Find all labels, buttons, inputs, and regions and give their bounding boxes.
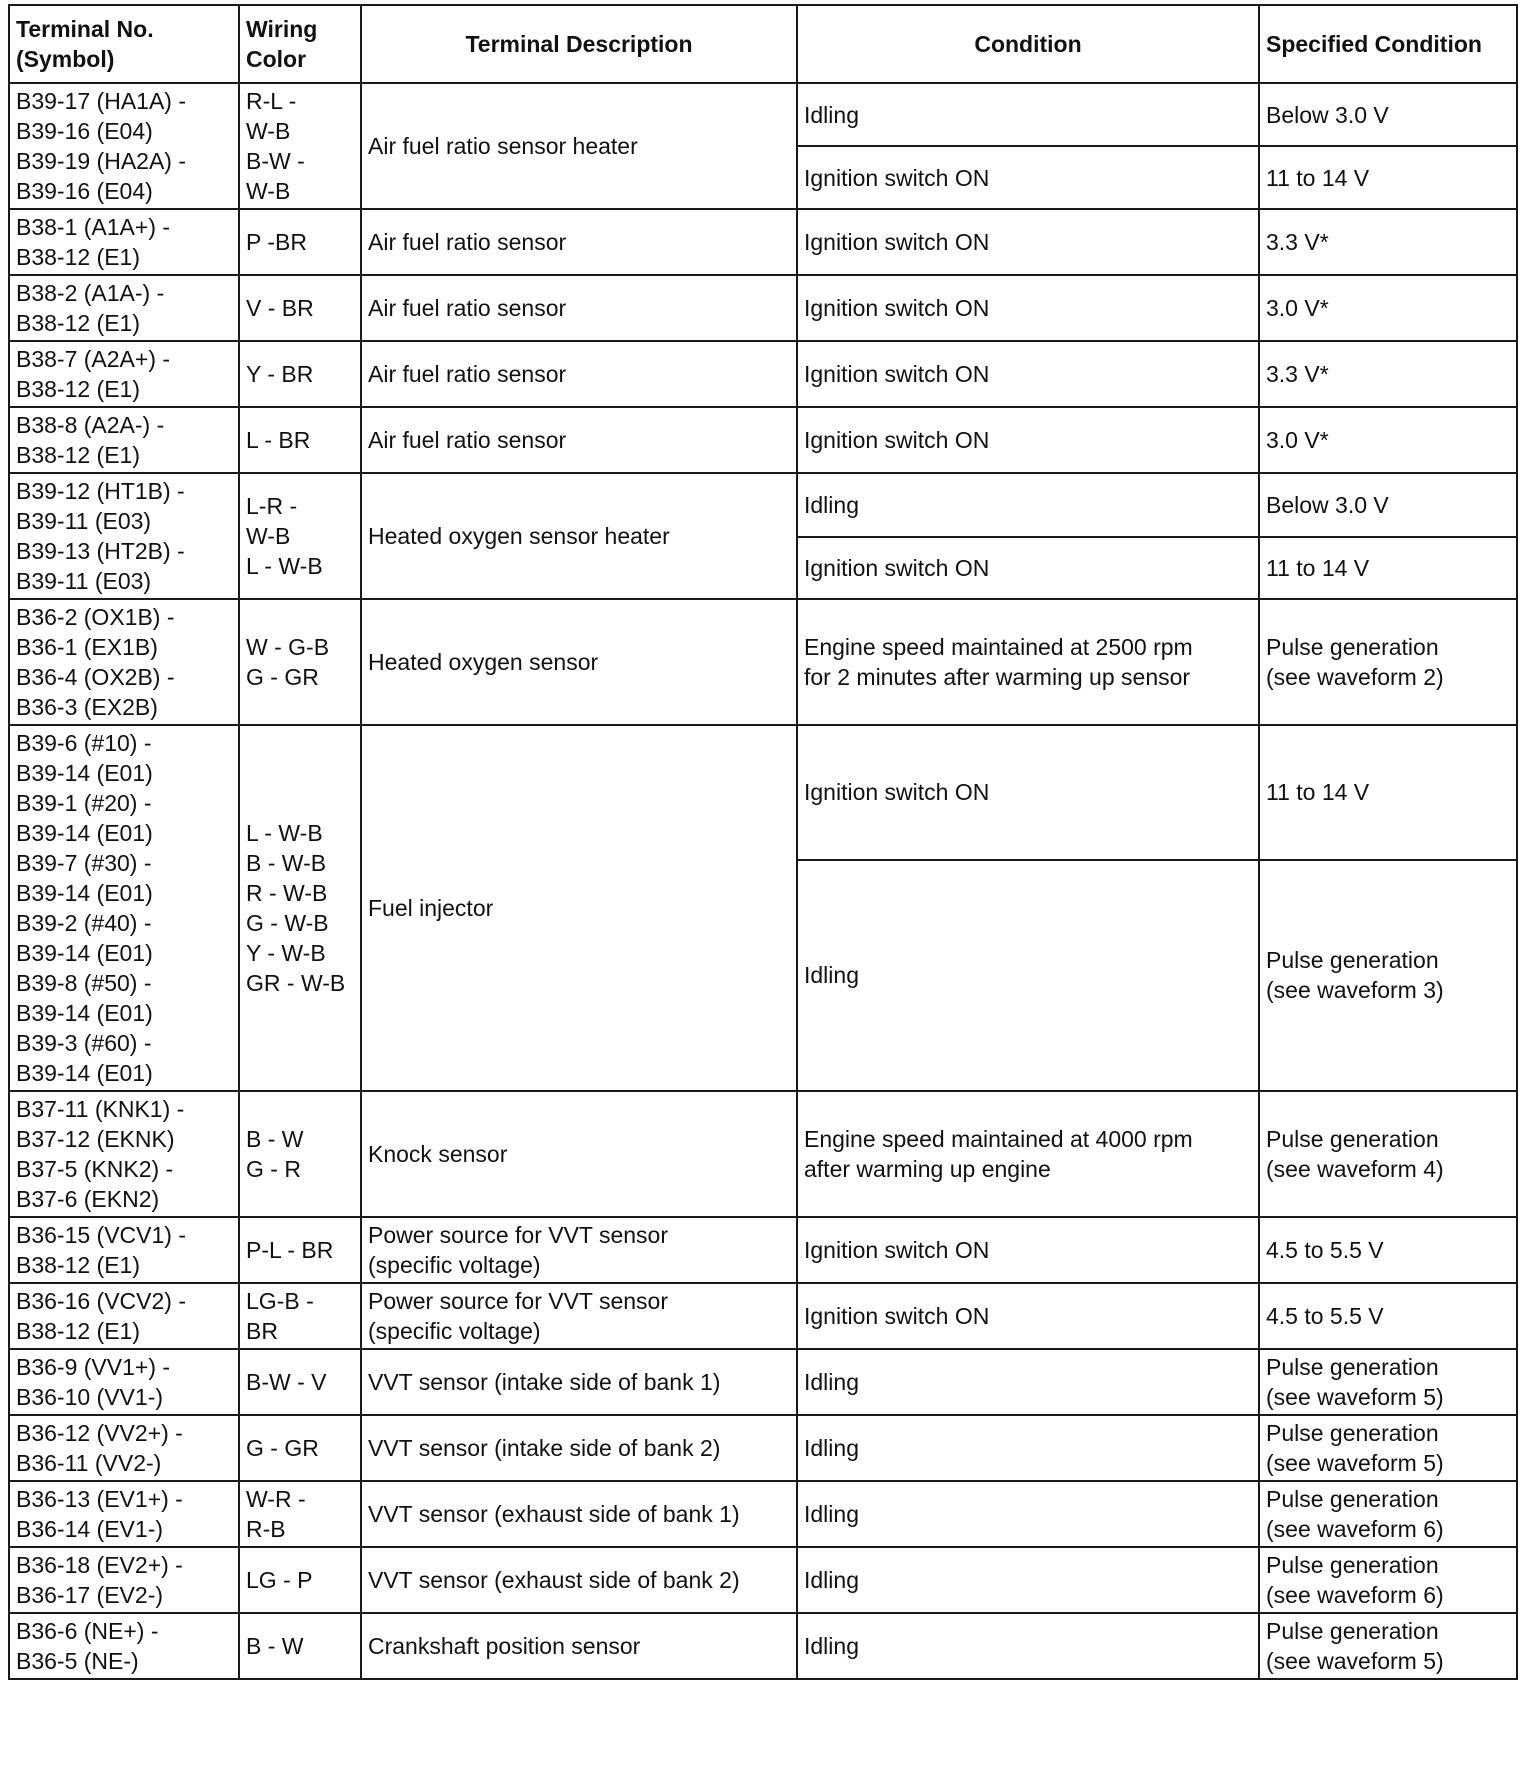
description-cell-text: Power source for VVT sensor (specific voltage) bbox=[368, 1288, 668, 1344]
wiring-color-cell-text: P -BR bbox=[246, 229, 307, 255]
wiring-color-cell bbox=[239, 1283, 361, 1349]
terminal-cell-text: B36-16 (VCV2) - B38-12 (E1) bbox=[16, 1288, 187, 1344]
specified-condition-cell-text: Pulse generation (see waveform 5) bbox=[1266, 1618, 1444, 1674]
terminal-cell bbox=[9, 1283, 239, 1349]
terminal-cell bbox=[9, 275, 239, 341]
condition-cell bbox=[797, 473, 1259, 537]
description-cell bbox=[361, 599, 797, 725]
specified-condition-cell-text: 11 to 14 V bbox=[1266, 164, 1370, 191]
header-wiring-color: Wiring Color bbox=[239, 5, 361, 83]
wiring-color-cell bbox=[239, 407, 361, 473]
description-cell bbox=[361, 209, 797, 275]
table-row bbox=[9, 1481, 1517, 1547]
description-cell bbox=[361, 1091, 797, 1217]
condition-cell bbox=[797, 1283, 1259, 1349]
table-row bbox=[9, 1613, 1517, 1679]
terminal-cell bbox=[9, 1415, 239, 1481]
wiring-color-cell-text: V - BR bbox=[246, 295, 314, 321]
specified-condition-cell bbox=[1259, 599, 1517, 725]
specified-condition-cell bbox=[1259, 1613, 1517, 1679]
wiring-color-cell-text: LG - P bbox=[246, 1567, 313, 1593]
wiring-color-cell bbox=[239, 1481, 361, 1547]
description-cell-text: Power source for VVT sensor (specific voltage) bbox=[368, 1222, 668, 1278]
specified-condition-cell-text: Pulse generation (see waveform 5) bbox=[1266, 1354, 1444, 1410]
description-cell-text: Heated oxygen sensor bbox=[368, 649, 599, 675]
condition-cell-text: Ignition switch ON bbox=[804, 779, 990, 806]
specified-condition-cell bbox=[1259, 860, 1517, 1091]
wiring-color-cell bbox=[239, 1415, 361, 1481]
table-row bbox=[9, 341, 1517, 407]
terminal-cell-text: B39-17 (HA1A) - B39-16 (E04) B39-19 (HA2A) - B39-16 (E04) bbox=[16, 88, 187, 204]
terminal-cell-text: B36-9 (VV1+) - B36-10 (VV1-) bbox=[16, 1354, 171, 1410]
terminal-cell-text: B38-1 (A1A+) - B38-12 (E1) bbox=[16, 214, 171, 270]
condition-cell bbox=[797, 725, 1259, 860]
condition-cell-text: Idling bbox=[804, 1567, 859, 1593]
condition-cell bbox=[797, 1547, 1259, 1613]
description-cell bbox=[361, 1415, 797, 1481]
wiring-color-cell bbox=[239, 275, 361, 341]
specified-condition-cell-text: 4.5 to 5.5 V bbox=[1266, 1303, 1384, 1329]
description-cell bbox=[361, 83, 797, 209]
description-cell-text: Crankshaft position sensor bbox=[368, 1633, 641, 1659]
specified-condition-cell bbox=[1259, 407, 1517, 473]
table-row bbox=[9, 407, 1517, 473]
terminal-cell-text: B39-6 (#10) - B39-14 (E01) B39-1 (#20) - B39-14 (E01) B39-7 (#30) - B39-14 (E01) B39-2 (#40) - B39-14 (E01) B39-8 (#50) - B39-14 (E01) B39-3 (#60) - B39-14 (E01) bbox=[16, 730, 153, 1086]
specified-condition-cell bbox=[1259, 537, 1517, 599]
specified-condition-cell bbox=[1259, 209, 1517, 275]
condition-cell bbox=[797, 1481, 1259, 1547]
terminal-table bbox=[8, 4, 1518, 1680]
header-row bbox=[9, 5, 1517, 83]
table-row bbox=[9, 275, 1517, 341]
terminal-cell-text: B38-8 (A2A-) - B38-12 (E1) bbox=[16, 412, 165, 468]
condition-cell-text: Engine speed maintained at 4000 rpm after warming up engine bbox=[804, 1126, 1193, 1182]
specified-condition-cell-text: Below 3.0 V bbox=[1266, 491, 1389, 518]
condition-cell-text: Ignition switch ON bbox=[804, 361, 990, 387]
specified-condition-cell bbox=[1259, 1481, 1517, 1547]
table-row bbox=[9, 599, 1517, 725]
condition-cell bbox=[797, 599, 1259, 725]
header-terminal-no: Terminal No. (Symbol) bbox=[9, 5, 239, 83]
condition-cell bbox=[797, 341, 1259, 407]
terminal-cell-text: B36-13 (EV1+) - B36-14 (EV1-) bbox=[16, 1486, 183, 1542]
table-row bbox=[9, 473, 1517, 537]
wiring-color-cell-text: P-L - BR bbox=[246, 1237, 334, 1263]
condition-cell-text: Idling bbox=[804, 962, 859, 989]
table-row bbox=[9, 1217, 1517, 1283]
wiring-color-cell bbox=[239, 209, 361, 275]
condition-cell bbox=[797, 1217, 1259, 1283]
terminal-cell bbox=[9, 83, 239, 209]
condition-cell bbox=[797, 1415, 1259, 1481]
description-cell bbox=[361, 341, 797, 407]
description-cell-text: Knock sensor bbox=[368, 1141, 508, 1167]
wiring-color-cell bbox=[239, 1613, 361, 1679]
table-row bbox=[9, 1283, 1517, 1349]
description-cell-text: Air fuel ratio sensor heater bbox=[368, 133, 638, 159]
wiring-color-cell-text: G - GR bbox=[246, 1435, 319, 1461]
description-cell bbox=[361, 275, 797, 341]
wiring-color-cell bbox=[239, 473, 361, 599]
specified-condition-cell bbox=[1259, 275, 1517, 341]
wiring-color-cell bbox=[239, 1349, 361, 1415]
table-row bbox=[9, 725, 1517, 860]
description-cell-text: VVT sensor (intake side of bank 2) bbox=[368, 1435, 721, 1461]
description-cell bbox=[361, 725, 797, 1091]
description-cell bbox=[361, 407, 797, 473]
wiring-color-cell-text: LG-B - BR bbox=[246, 1288, 314, 1344]
table-row bbox=[9, 83, 1517, 146]
specified-condition-cell-text: Pulse generation (see waveform 6) bbox=[1266, 1552, 1444, 1608]
terminal-cell-text: B38-7 (A2A+) - B38-12 (E1) bbox=[16, 346, 171, 402]
terminal-cell-text: B38-2 (A1A-) - B38-12 (E1) bbox=[16, 280, 165, 336]
description-cell-text: VVT sensor (intake side of bank 1) bbox=[368, 1369, 721, 1395]
specified-condition-cell-text: 11 to 14 V bbox=[1266, 779, 1370, 806]
terminal-cell bbox=[9, 407, 239, 473]
wiring-color-cell bbox=[239, 725, 361, 1091]
terminal-cell bbox=[9, 209, 239, 275]
condition-cell bbox=[797, 1349, 1259, 1415]
specified-condition-cell-text: Pulse generation (see waveform 3) bbox=[1266, 947, 1444, 1004]
description-cell bbox=[361, 473, 797, 599]
specified-condition-cell bbox=[1259, 1283, 1517, 1349]
condition-cell bbox=[797, 407, 1259, 473]
specified-condition-cell bbox=[1259, 1415, 1517, 1481]
description-cell-text: Air fuel ratio sensor bbox=[368, 229, 567, 255]
wiring-color-cell bbox=[239, 1547, 361, 1613]
description-cell bbox=[361, 1547, 797, 1613]
condition-cell bbox=[797, 209, 1259, 275]
condition-cell-text: Ignition switch ON bbox=[804, 164, 990, 191]
terminal-cell bbox=[9, 1217, 239, 1283]
header-condition: Condition bbox=[797, 5, 1259, 83]
specified-condition-cell-text: Pulse generation (see waveform 5) bbox=[1266, 1420, 1444, 1476]
terminal-cell-text: B39-12 (HT1B) - B39-11 (E03) B39-13 (HT2B) - B39-11 (E03) bbox=[16, 478, 185, 594]
specified-condition-cell bbox=[1259, 1547, 1517, 1613]
table-row bbox=[9, 1091, 1517, 1217]
wiring-color-cell-text: L - BR bbox=[246, 427, 311, 453]
terminal-cell bbox=[9, 599, 239, 725]
specified-condition-cell bbox=[1259, 146, 1517, 209]
wiring-color-cell-text: W - G-B G - GR bbox=[246, 634, 330, 690]
condition-cell-text: Engine speed maintained at 2500 rpm for 2 minutes after warming up sensor bbox=[804, 634, 1193, 690]
terminal-cell bbox=[9, 1547, 239, 1613]
description-cell bbox=[361, 1349, 797, 1415]
specified-condition-cell-text: Pulse generation (see waveform 6) bbox=[1266, 1486, 1444, 1542]
description-cell-text: VVT sensor (exhaust side of bank 1) bbox=[368, 1501, 740, 1527]
terminal-cell-text: B36-18 (EV2+) - B36-17 (EV2-) bbox=[16, 1552, 183, 1608]
header-specified-condition: Specified Condition bbox=[1259, 5, 1517, 83]
table-body bbox=[9, 83, 1517, 1679]
description-cell-text: Air fuel ratio sensor bbox=[368, 361, 567, 387]
condition-cell bbox=[797, 83, 1259, 146]
specified-condition-cell-text: 3.0 V* bbox=[1266, 295, 1329, 321]
specified-condition-cell bbox=[1259, 725, 1517, 860]
specified-condition-cell bbox=[1259, 83, 1517, 146]
condition-cell-text: Ignition switch ON bbox=[804, 427, 990, 453]
wiring-color-cell-text: W-R - R-B bbox=[246, 1486, 306, 1542]
table-row bbox=[9, 1547, 1517, 1613]
wiring-color-cell-text: L - W-B B - W-B R - W-B G - W-B Y - W-B GR - W-B bbox=[246, 820, 346, 996]
table-row bbox=[9, 1415, 1517, 1481]
specified-condition-cell-text: 4.5 to 5.5 V bbox=[1266, 1237, 1384, 1263]
header-terminal-description: Terminal Description bbox=[361, 5, 797, 83]
terminal-cell bbox=[9, 1613, 239, 1679]
description-cell bbox=[361, 1481, 797, 1547]
specified-condition-cell-text: Below 3.0 V bbox=[1266, 101, 1389, 128]
specified-condition-cell bbox=[1259, 1217, 1517, 1283]
condition-cell-text: Idling bbox=[804, 1369, 859, 1395]
specified-condition-cell-text: 3.3 V* bbox=[1266, 229, 1329, 255]
specified-condition-cell bbox=[1259, 341, 1517, 407]
condition-cell-text: Ignition switch ON bbox=[804, 1237, 990, 1263]
terminal-cell bbox=[9, 1091, 239, 1217]
description-cell-text: Air fuel ratio sensor bbox=[368, 427, 567, 453]
specified-condition-cell bbox=[1259, 1349, 1517, 1415]
condition-cell-text: Idling bbox=[804, 1501, 859, 1527]
terminal-cell bbox=[9, 1481, 239, 1547]
condition-cell bbox=[797, 1613, 1259, 1679]
specified-condition-cell-text: 11 to 14 V bbox=[1266, 554, 1370, 581]
condition-cell-text: Idling bbox=[804, 1633, 859, 1659]
table-row bbox=[9, 209, 1517, 275]
wiring-color-cell-text: Y - BR bbox=[246, 361, 314, 387]
condition-cell-text: Idling bbox=[804, 1435, 859, 1461]
condition-cell-text: Ignition switch ON bbox=[804, 295, 990, 321]
condition-cell bbox=[797, 537, 1259, 599]
description-cell-text: Air fuel ratio sensor bbox=[368, 295, 567, 321]
description-cell-text: VVT sensor (exhaust side of bank 2) bbox=[368, 1567, 740, 1593]
description-cell-text: Heated oxygen sensor heater bbox=[368, 523, 670, 549]
wiring-color-cell-text: R-L - W-B B-W - W-B bbox=[246, 88, 305, 204]
description-cell bbox=[361, 1283, 797, 1349]
terminal-cell-text: B36-6 (NE+) - B36-5 (NE-) bbox=[16, 1618, 159, 1674]
terminal-cell bbox=[9, 473, 239, 599]
wiring-color-cell bbox=[239, 599, 361, 725]
wiring-color-cell-text: B-W - V bbox=[246, 1369, 327, 1395]
condition-cell-text: Idling bbox=[804, 101, 859, 128]
specified-condition-cell bbox=[1259, 473, 1517, 537]
condition-cell-text: Ignition switch ON bbox=[804, 1303, 990, 1329]
table-row bbox=[9, 1349, 1517, 1415]
wiring-color-cell bbox=[239, 83, 361, 209]
description-cell-text: Fuel injector bbox=[368, 895, 494, 921]
specified-condition-cell-text: Pulse generation (see waveform 4) bbox=[1266, 1126, 1444, 1182]
condition-cell-text: Idling bbox=[804, 491, 859, 518]
terminal-cell bbox=[9, 1349, 239, 1415]
condition-cell-text: Ignition switch ON bbox=[804, 229, 990, 255]
specified-condition-cell-text: 3.3 V* bbox=[1266, 361, 1329, 387]
terminal-cell bbox=[9, 725, 239, 1091]
wiring-color-cell-text: L-R - W-B L - W-B bbox=[246, 493, 323, 579]
condition-cell bbox=[797, 275, 1259, 341]
condition-cell bbox=[797, 1091, 1259, 1217]
wiring-color-cell-text: B - W bbox=[246, 1633, 304, 1659]
terminal-cell bbox=[9, 341, 239, 407]
specified-condition-cell-text: 3.0 V* bbox=[1266, 427, 1329, 453]
description-cell bbox=[361, 1217, 797, 1283]
description-cell bbox=[361, 1613, 797, 1679]
condition-cell bbox=[797, 146, 1259, 209]
wiring-color-cell-text: B - W G - R bbox=[246, 1126, 304, 1182]
terminal-cell-text: B37-11 (KNK1) - B37-12 (EKNK) B37-5 (KNK2) - B37-6 (EKN2) bbox=[16, 1096, 185, 1212]
specified-condition-cell-text: Pulse generation (see waveform 2) bbox=[1266, 634, 1444, 690]
wiring-color-cell bbox=[239, 1091, 361, 1217]
terminal-cell-text: B36-2 (OX1B) - B36-1 (EX1B) B36-4 (OX2B) - B36-3 (EX2B) bbox=[16, 604, 175, 720]
wiring-color-cell bbox=[239, 1217, 361, 1283]
terminal-cell-text: B36-12 (VV2+) - B36-11 (VV2-) bbox=[16, 1420, 183, 1476]
specified-condition-cell bbox=[1259, 1091, 1517, 1217]
condition-cell bbox=[797, 860, 1259, 1091]
condition-cell-text: Ignition switch ON bbox=[804, 554, 990, 581]
terminal-cell-text: B36-15 (VCV1) - B38-12 (E1) bbox=[16, 1222, 187, 1278]
wiring-color-cell bbox=[239, 341, 361, 407]
